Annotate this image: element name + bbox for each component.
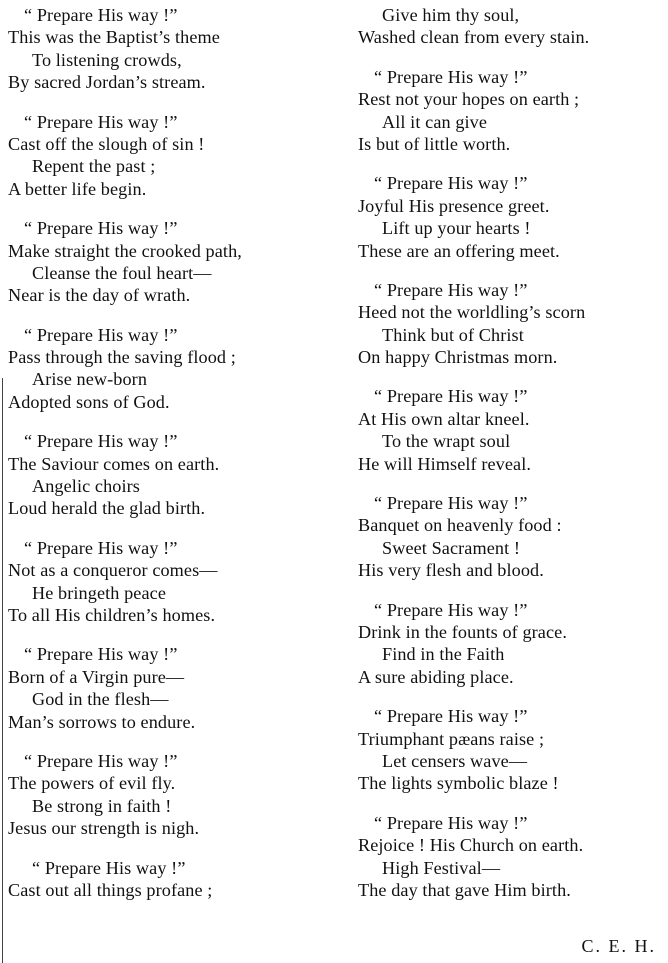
poem-line: Heed not the worldling’s scorn <box>358 302 586 323</box>
author-signature: C. E. H. <box>581 936 656 956</box>
poem-line: He will Himself reveal. <box>358 453 532 474</box>
poem-line: “ Prepare His way !” <box>24 218 178 239</box>
poem-line: Rest not your hopes on earth ; <box>358 89 580 110</box>
stanza <box>358 279 668 369</box>
poem-line: This was the Baptist’s theme <box>8 27 220 48</box>
poem-line: Cast off the slough of sin ! <box>8 133 205 154</box>
poem-line: His very flesh and blood. <box>358 560 544 581</box>
poem-line: Is but of little worth. <box>358 133 511 154</box>
poem-line: “ Prepare His way !” <box>374 386 528 407</box>
poem-line: The day that gave Him birth. <box>358 879 571 900</box>
poem-line: The powers of evil fly. <box>8 773 176 794</box>
poem-line: “ Prepare His way !” <box>374 706 528 727</box>
poem-line: “ Prepare His way !” <box>24 431 178 452</box>
poem-line: The Saviour comes on earth. <box>8 453 220 474</box>
stanza <box>8 430 338 520</box>
poem-line: “ Prepare His way !” <box>374 493 528 514</box>
poem-line: To listening crowds, <box>32 49 182 70</box>
stanza <box>358 385 668 475</box>
poem-line: “ Prepare His way !” <box>374 173 528 194</box>
poem-line: Born of a Virgin pure— <box>8 666 185 687</box>
stanza <box>358 705 668 795</box>
poem-line: A better life begin. <box>8 178 147 199</box>
poem-line: Adopted sons of God. <box>8 391 170 412</box>
poem-line: Cast out all things profane ; <box>8 879 213 900</box>
poem-line: Think but of Christ <box>382 324 524 345</box>
poem-line: These are an offering meet. <box>358 240 560 261</box>
poem-line: Find in the Faith <box>382 644 505 665</box>
poem-line: “ Prepare His way !” <box>24 111 178 132</box>
poem-line: Angelic choirs <box>32 476 140 497</box>
stanza <box>8 324 338 414</box>
stanza <box>8 4 338 94</box>
stanza <box>358 4 668 49</box>
poem-line: Be strong in faith ! <box>32 795 172 816</box>
stanza <box>8 537 338 627</box>
stanza <box>358 172 668 262</box>
poem-line: “ Prepare His way !” <box>374 812 528 833</box>
poem-line: Make straight the crooked path, <box>8 240 242 261</box>
poem-line: On happy Christmas morn. <box>358 347 558 368</box>
poem-line: Banquet on heavenly food : <box>358 515 562 536</box>
poem-line: Give him thy soul, <box>382 5 520 25</box>
poem-line: Lift up your hearts ! <box>382 218 531 239</box>
poem-right-column <box>358 4 668 918</box>
poem-line: To the wrapt soul <box>382 431 511 452</box>
poem-line: At His own altar kneel. <box>358 408 530 429</box>
stanza <box>8 857 338 902</box>
poem-line: A sure abiding place. <box>358 666 514 687</box>
poem-line: Loud herald the glad birth. <box>8 498 206 519</box>
poem-line: “ Prepare His way !” <box>24 5 178 25</box>
poem-line: Man’s sorrows to endure. <box>8 711 196 732</box>
poem-line: Drink in the founts of grace. <box>358 621 567 642</box>
poem-line: Washed clean from every stain. <box>358 27 590 48</box>
column-rule <box>2 378 3 963</box>
poem-line: All it can give <box>382 111 488 132</box>
poem-line: Not as a conqueror comes— <box>8 560 218 581</box>
poem-line: “ Prepare His way !” <box>32 857 186 878</box>
poem-line: Arise new-born <box>32 369 148 390</box>
poem-line: Cleanse the foul heart— <box>32 262 212 283</box>
poem-line: “ Prepare His way !” <box>374 599 528 620</box>
poem-line: Rejoice ! His Church on earth. <box>358 835 584 856</box>
poem-line: Jesus our strength is nigh. <box>8 818 200 839</box>
poem-line: Sweet Sacrament ! <box>382 537 521 558</box>
stanza <box>8 750 338 840</box>
poem-line: Joyful His presence greet. <box>358 195 550 216</box>
stanza <box>8 217 338 307</box>
poem-line: “ Prepare His way !” <box>24 644 178 665</box>
poem-line: He bringeth peace <box>32 582 166 603</box>
poem-line: “ Prepare His way !” <box>374 279 528 300</box>
stanza <box>8 643 338 733</box>
poem-line: God in the flesh— <box>32 689 169 710</box>
stanza <box>358 599 668 689</box>
poem-line: “ Prepare His way !” <box>24 537 178 558</box>
poem-line: By sacred Jordan’s stream. <box>8 72 206 93</box>
poem-line: “ Prepare His way !” <box>24 324 178 345</box>
poem-left-column <box>8 4 338 918</box>
poem-line: “ Prepare His way !” <box>374 66 528 87</box>
poem-line: Repent the past ; <box>32 156 156 177</box>
stanza <box>358 492 668 582</box>
poem-line: The lights symbolic blaze ! <box>358 773 559 794</box>
poem-line: Let censers wave— <box>382 750 528 771</box>
poem-line: Triumphant pæans raise ; <box>358 728 545 749</box>
stanza <box>358 812 668 902</box>
poem-line: Pass through the saving flood ; <box>8 347 236 368</box>
poem-line: “ Prepare His way !” <box>24 750 178 771</box>
poem-line: Near is the day of wrath. <box>8 285 191 306</box>
stanza <box>8 111 338 201</box>
poem-line: High Festival— <box>382 857 501 878</box>
poem-line: To all His children’s homes. <box>8 604 216 625</box>
stanza <box>358 66 668 156</box>
